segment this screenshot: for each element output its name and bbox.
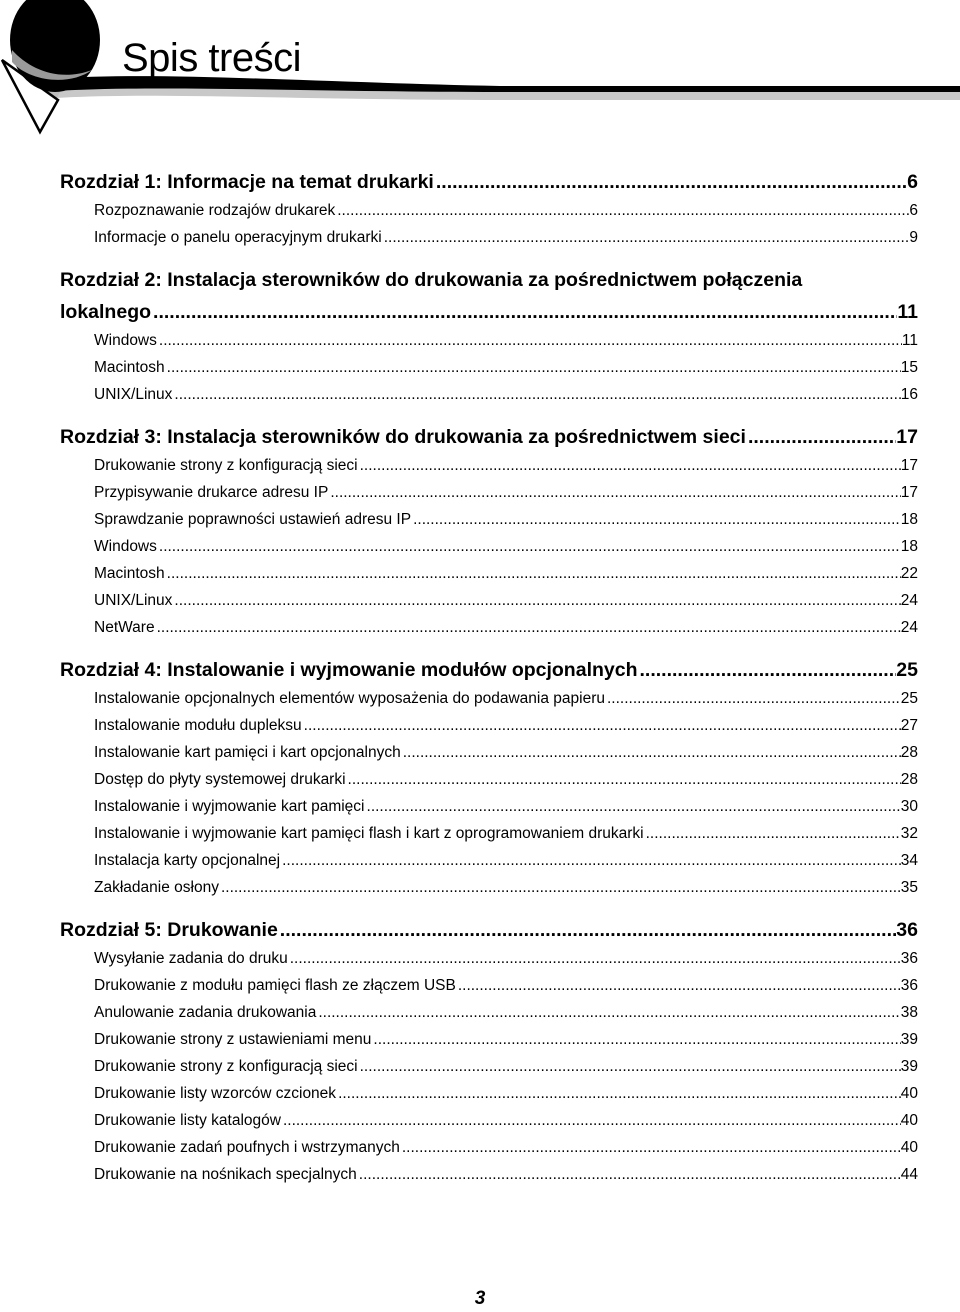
page-ref: 28 [900,771,918,788]
toc-section-entry[interactable] [60,847,918,874]
toc-chapter-4 [60,655,918,901]
section-title: Instalowanie opcjonalnych elementów wyposażenia do podawania papieru [94,690,605,707]
page-ref: 24 [900,619,918,636]
toc-chapter-2 [60,265,918,408]
dot-leader [746,422,896,452]
section-title: Sprawdzanie poprawności ustawień adresu IP [94,511,412,528]
section-title: Drukowanie strony z ustawieniami menu [94,1031,372,1048]
dot-leader [316,999,900,1026]
page-ref: 6 [907,171,918,193]
table-of-contents [60,165,918,1188]
toc-chapter-entry[interactable] [60,915,918,945]
section-title: Drukowanie strony z konfiguracją sieci [94,1058,358,1075]
dot-leader [357,1161,901,1188]
toc-section-entry[interactable] [60,1107,918,1134]
dot-leader [157,327,902,354]
dot-leader [371,1026,900,1053]
dot-leader [288,945,901,972]
section-title: Dostęp do płyty systemowej drukarki [94,771,346,788]
section-title: Instalowanie i wyjmowanie kart pamięci [94,798,365,815]
dot-leader [280,847,901,874]
page-ref: 25 [896,659,918,681]
page-ref: 24 [900,592,918,609]
toc-section-entry[interactable] [60,739,918,766]
toc-section-entry[interactable] [60,793,918,820]
section-title: Windows [94,332,157,349]
page-ref: 32 [900,825,918,842]
section-title: Drukowanie z modułu pamięci flash ze złączem USB [94,977,456,994]
page-ref: 36 [900,950,918,967]
section-title: Windows [94,538,157,555]
section-title: Instalowanie kart pamięci i kart opcjonalnych [94,744,401,761]
toc-section-entry[interactable] [60,1053,918,1080]
toc-section-entry[interactable] [60,1161,918,1188]
page-ref: 11 [897,301,918,323]
toc-section-entry[interactable] [60,766,918,793]
dot-leader [172,381,900,408]
page-title: Spis treści [122,36,301,80]
section-title: Drukowanie listy katalogów [94,1112,281,1129]
dot-leader [219,874,901,901]
toc-section-entry[interactable] [60,533,918,560]
chapter-title: Rozdział 3: Instalacja sterowników do drukowania za pośrednictwem sieci [60,426,746,448]
page-ref: 36 [896,919,918,941]
page-ref: 44 [900,1166,918,1183]
toc-section-entry[interactable] [60,381,918,408]
toc-section-entry[interactable] [60,874,918,901]
page-ref: 28 [900,744,918,761]
page-ref: 17 [896,426,918,448]
dot-leader [382,224,910,251]
dot-leader [346,766,901,793]
dot-leader [358,452,901,479]
dot-leader [638,655,897,685]
section-title: Instalacja karty opcjonalnej [94,852,281,869]
page-ref: 27 [900,717,918,734]
section-title: Drukowanie zadań poufnych i wstrzymanych [94,1139,400,1156]
toc-chapter-entry[interactable] [60,422,918,452]
toc-section-entry[interactable] [60,1080,918,1107]
toc-section-entry[interactable] [60,1026,918,1053]
page-ref: 11 [901,332,918,349]
page-number: 3 [474,1288,486,1309]
dot-leader [151,297,897,327]
dot-leader [365,793,901,820]
section-title: Drukowanie listy wzorców czcionek [94,1085,337,1102]
dot-leader [456,972,901,999]
page-ref: 17 [900,457,918,474]
page-ref: 40 [900,1112,918,1129]
toc-section-entry[interactable] [60,972,918,999]
dot-leader [336,1080,901,1107]
toc-chapter-entry[interactable] [60,655,918,685]
section-title: Drukowanie strony z konfiguracją sieci [94,457,358,474]
section-title: Przypisywanie drukarce adresu IP [94,484,329,501]
toc-chapter-3 [60,422,918,641]
chapter-title-line-2: lokalnego [60,301,152,323]
dot-leader [335,197,909,224]
section-title: Macintosh [94,359,165,376]
toc-section-entry[interactable] [60,945,918,972]
dot-leader [358,1053,901,1080]
chapter-title: Rozdział 1: Informacje na temat drukarki [60,171,434,193]
page-ref: 39 [900,1031,918,1048]
section-title: Drukowanie na nośnikach specjalnych [94,1166,357,1183]
page-ref: 30 [900,798,918,815]
chapter-title-line-1[interactable]: Rozdział 2: Instalacja sterowników do drukowania za pośrednictwem połączenia [60,269,803,291]
dot-leader [328,479,900,506]
page-ref: 35 [900,879,918,896]
toc-chapter-entry[interactable] [60,167,918,197]
section-title: Instalowanie modułu dupleksu [94,717,302,734]
toc-section-entry[interactable] [60,999,918,1026]
page-ref: 38 [900,1004,918,1021]
toc-section-entry[interactable] [60,820,918,847]
dot-leader [401,739,901,766]
section-title: Macintosh [94,565,165,582]
toc-section-entry[interactable] [60,685,918,712]
section-title: Zakładanie osłony [94,879,219,896]
page-ref: 39 [900,1058,918,1075]
dot-leader [165,354,901,381]
toc-section-entry[interactable] [60,452,918,479]
section-title: Wysyłanie zadania do druku [94,950,288,967]
dot-leader [172,587,900,614]
dot-leader [302,712,901,739]
page-ref: 15 [900,359,918,376]
toc-section-entry[interactable] [60,354,918,381]
page-ref: 40 [900,1085,918,1102]
page-ref: 16 [900,386,918,403]
toc-section-entry[interactable] [60,1134,918,1161]
chapter-title: Rozdział 4: Instalowanie i wyjmowanie modułów opcjonalnych [60,659,638,681]
page-ref: 22 [900,565,918,582]
chapter-title: Rozdział 5: Drukowanie [60,919,278,941]
toc-section-entry[interactable] [60,224,918,251]
dot-leader [281,1107,901,1134]
dot-leader [278,915,897,945]
toc-chapter-1 [60,167,918,251]
toc-section-entry[interactable] [60,506,918,533]
page-ref: 36 [900,977,918,994]
toc-section-entry[interactable] [60,197,918,224]
section-title: Informacje o panelu operacyjnym drukarki [94,229,382,246]
dot-leader [605,685,901,712]
toc-section-entry[interactable] [60,327,918,354]
toc-section-entry[interactable] [60,614,918,641]
section-title: NetWare [94,619,155,636]
toc-section-entry[interactable] [60,587,918,614]
dot-leader [434,167,907,197]
toc-section-entry[interactable] [60,560,918,587]
section-title: Instalowanie i wyjmowanie kart pamięci flash i kart z oprogramowaniem drukarki [94,825,644,842]
toc-section-entry[interactable] [60,712,918,739]
dot-leader [411,506,901,533]
dot-leader [400,1134,901,1161]
page-ref: 25 [900,690,918,707]
section-title: UNIX/Linux [94,386,173,403]
page-ref: 9 [909,229,918,246]
section-title: UNIX/Linux [94,592,173,609]
page-ref: 17 [900,484,918,501]
toc-section-entry[interactable] [60,479,918,506]
page-ref: 18 [900,511,918,528]
section-title: Anulowanie zadania drukowania [94,1004,317,1021]
dot-leader [157,533,901,560]
page-ref: 18 [900,538,918,555]
dot-leader [155,614,901,641]
dot-leader [644,820,901,847]
page-ref: 40 [900,1139,918,1156]
toc-chapter-entry[interactable] [60,297,918,327]
dot-leader [165,560,901,587]
page-ref: 34 [900,852,918,869]
toc-chapter-5 [60,915,918,1188]
section-title: Rozpoznawanie rodzajów drukarek [94,202,336,219]
page-ref: 6 [909,202,918,219]
